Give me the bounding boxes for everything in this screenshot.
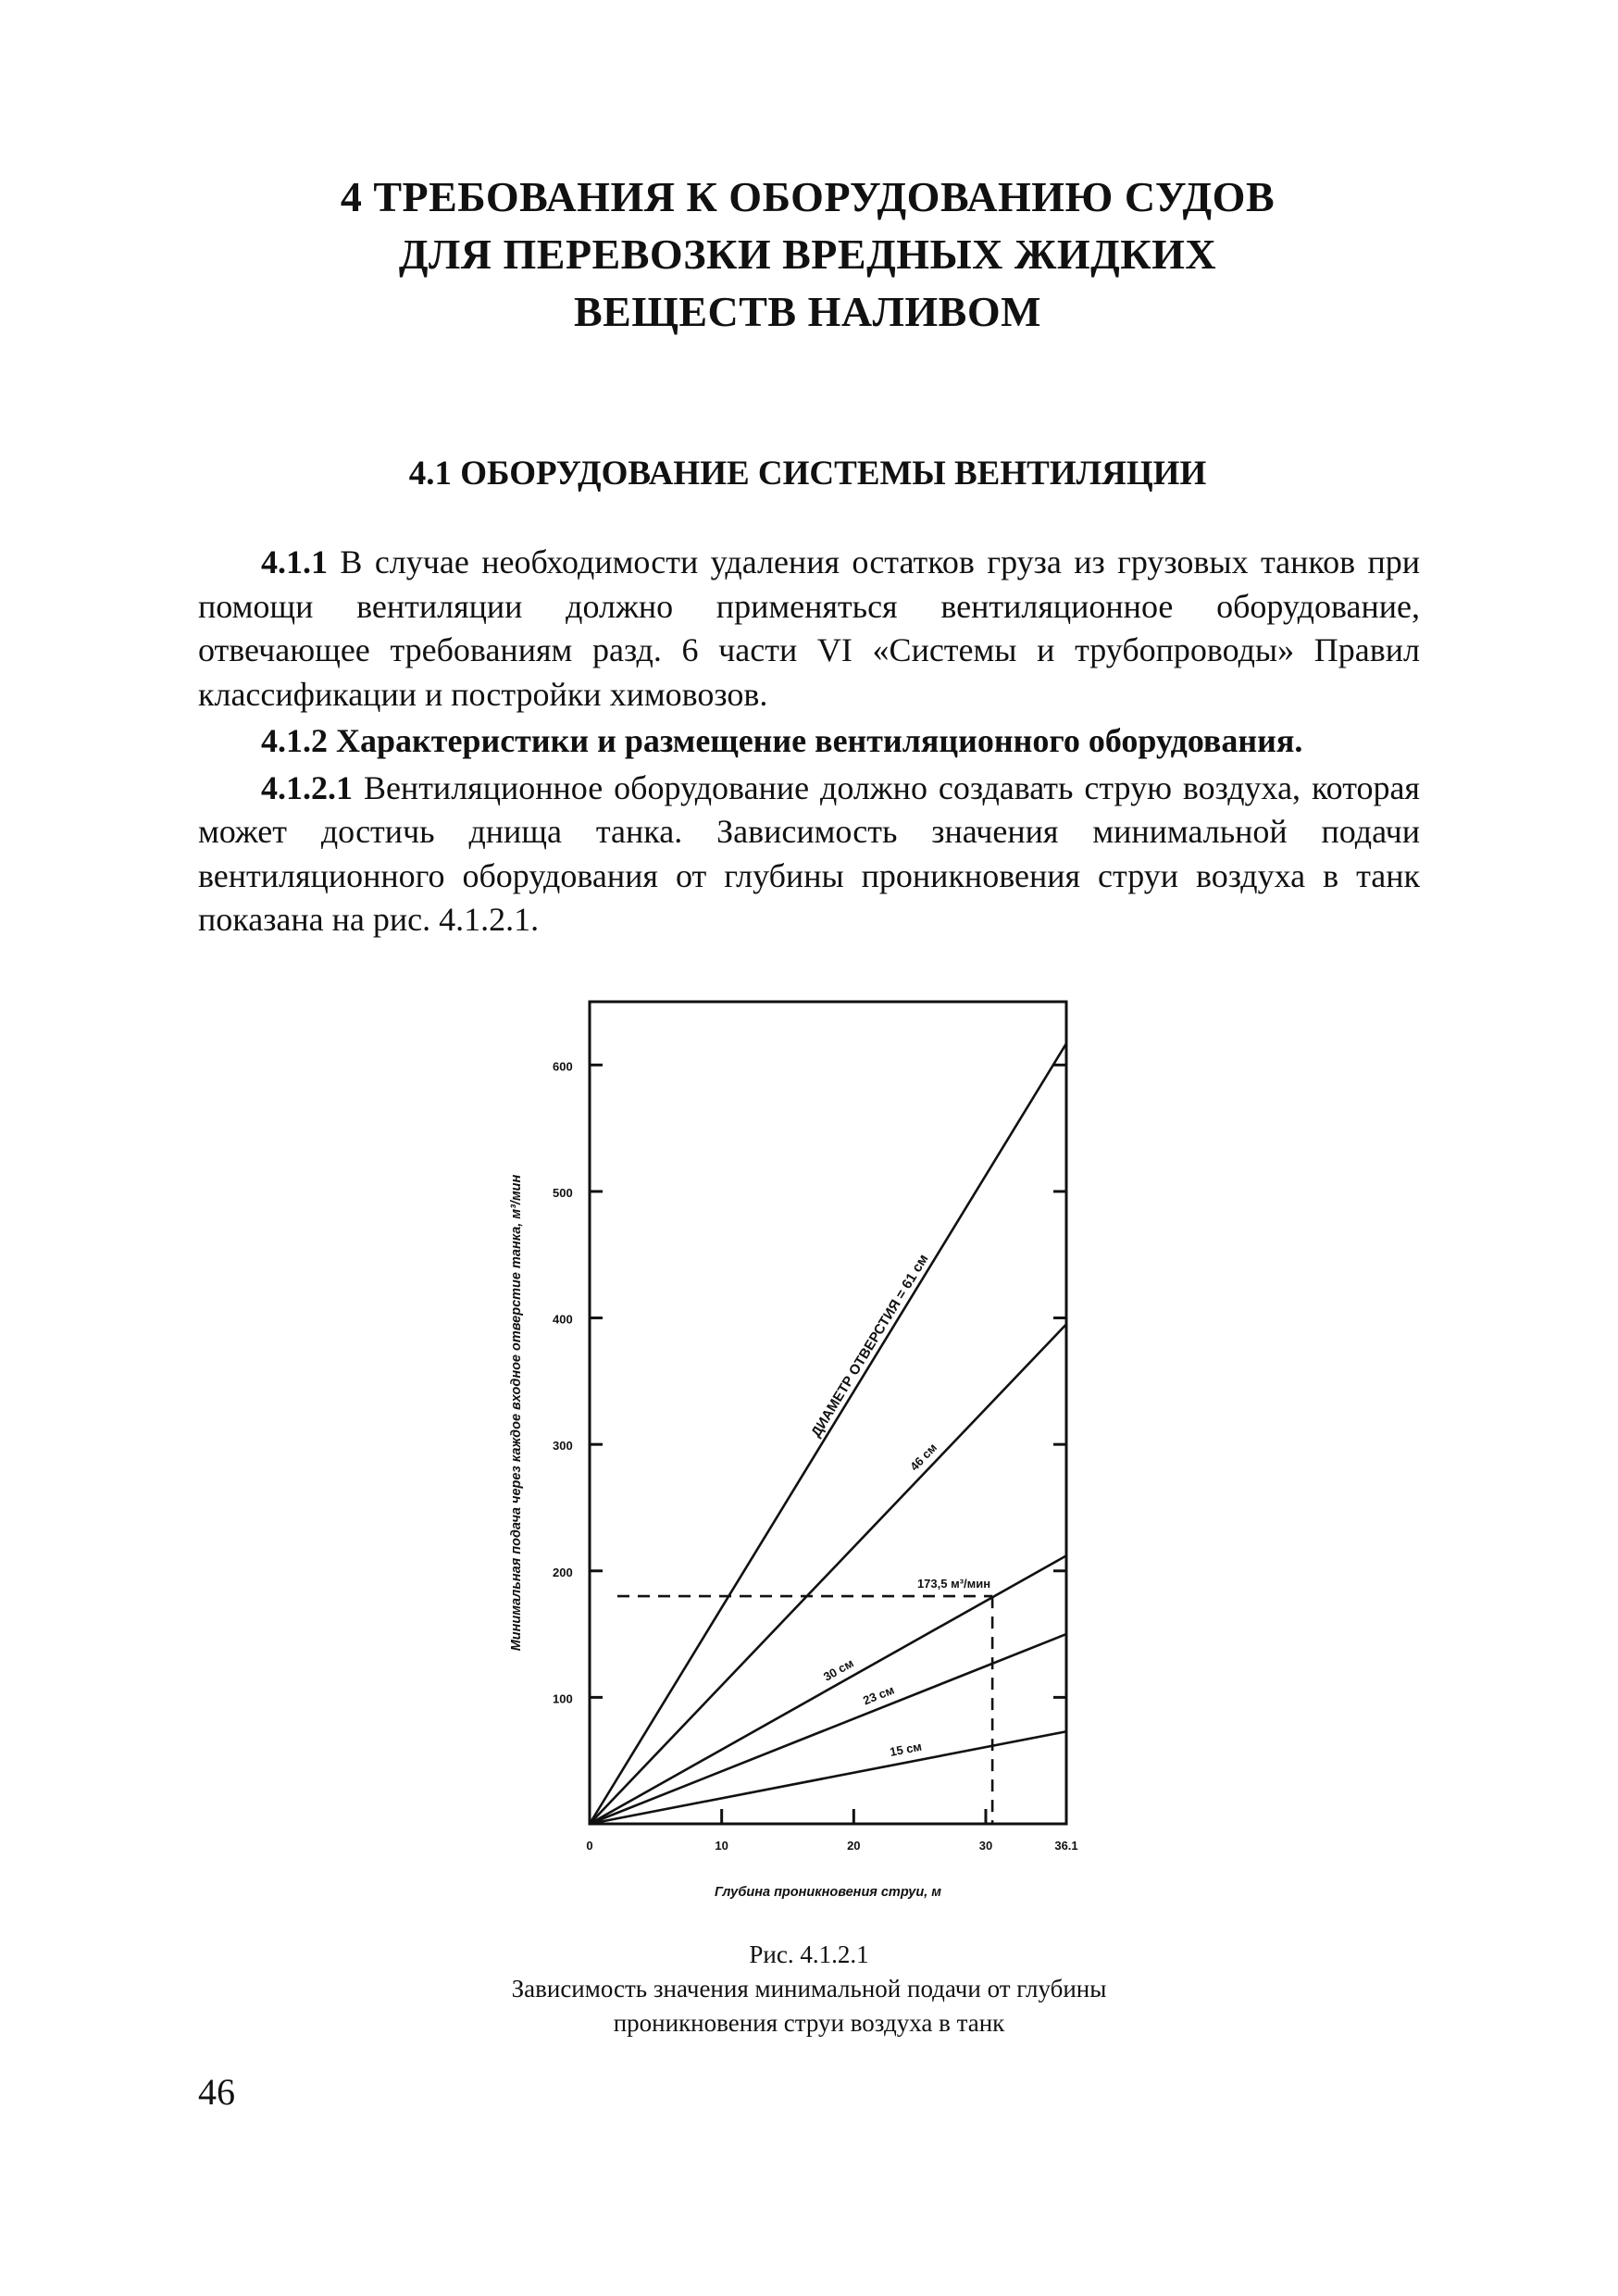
chapter-title-line: ВЕЩЕСТВ НАЛИВОМ — [573, 288, 1042, 335]
x-tick-label: 20 — [847, 1839, 861, 1853]
series-label: 15 см — [888, 1739, 924, 1759]
chapter-title-line: ДЛЯ ПЕРЕВОЗКИ ВРЕДНЫХ ЖИДКИХ — [398, 231, 1217, 278]
figure-caption-line: Зависимость значения минимальной подачи от глубины — [511, 1975, 1107, 2003]
paragraph-4-1-2-1 — [198, 767, 1420, 942]
chapter-title — [185, 168, 1430, 341]
y-tick-label: 200 — [553, 1565, 573, 1579]
x-axis-label: Глубина проникновения струи, м — [714, 1885, 942, 1900]
figure-number: Рис. 4.1.2.1 — [749, 1940, 869, 1968]
reference-label: 173,5 м³/мин — [916, 1577, 991, 1591]
paragraph-number: 4.1.1 — [261, 543, 328, 580]
paragraph-text: В случае необходимости удаления остатков груза из грузовых танков при помощи вентиляции должно применяться вентиляционное оборудование, отвечающее требованиям разд. 6 части VI «Системы и трубопроводы» Правил классификации и постройки химовозов. — [198, 543, 1420, 713]
series-line — [590, 1043, 1066, 1824]
page-number: 46 — [198, 2071, 235, 2113]
y-tick-label: 400 — [553, 1312, 573, 1327]
y-axis-label: Минимальная подача через каждое входное отверстие танка, м³/мин — [509, 1174, 524, 1652]
paragraph-4-1-2 — [198, 719, 1420, 764]
series-label: ДИАМЕТР ОТВЕРСТИЯ = 61 см — [808, 1251, 932, 1441]
figure-caption — [278, 1972, 1340, 2040]
figure-caption-line: проникновения струи воздуха в танк — [613, 2009, 1005, 2037]
paragraph-text: Вентиляционное оборудование должно создавать струю воздуха, которая может достичь днища танка. Зависимость значения минимальной подачи вентиляционного оборудования от глубины проникновения струи воздуха в танк показана на рис. 4.1.2.1. — [198, 768, 1420, 938]
x-tick-label: 0 — [586, 1839, 593, 1853]
body-text — [198, 541, 1420, 942]
chart-svg — [500, 986, 1092, 1903]
y-tick-label: 300 — [553, 1439, 573, 1454]
chapter-title-line: 4 ТРЕБОВАНИЯ К ОБОРУДОВАНИЮ СУДОВ — [340, 173, 1276, 220]
y-tick-label: 500 — [553, 1185, 573, 1200]
y-tick-label: 600 — [553, 1059, 573, 1074]
series-line — [590, 1634, 1066, 1824]
paragraph-number: 4.1.2.1 — [261, 768, 353, 806]
series-label: 30 см — [820, 1655, 856, 1684]
figure-chart — [500, 986, 1092, 1903]
section-title: 4.1 ОБОРУДОВАНИЕ СИСТЕМЫ ВЕНТИЛЯЦИИ — [408, 455, 1207, 493]
x-tick-label: 30 — [978, 1839, 993, 1853]
x-tick-label: 36.1 — [1054, 1839, 1078, 1853]
series-line — [590, 1731, 1066, 1824]
series-label: 46 см — [907, 1440, 940, 1474]
y-tick-label: 100 — [553, 1691, 573, 1706]
paragraph-heading: 4.1.2 Характеристики и размещение вентиляционного оборудования. — [261, 722, 1303, 759]
series-label: 23 см — [861, 1682, 897, 1708]
paragraph-4-1-1 — [198, 541, 1420, 717]
x-tick-label: 10 — [715, 1839, 728, 1853]
